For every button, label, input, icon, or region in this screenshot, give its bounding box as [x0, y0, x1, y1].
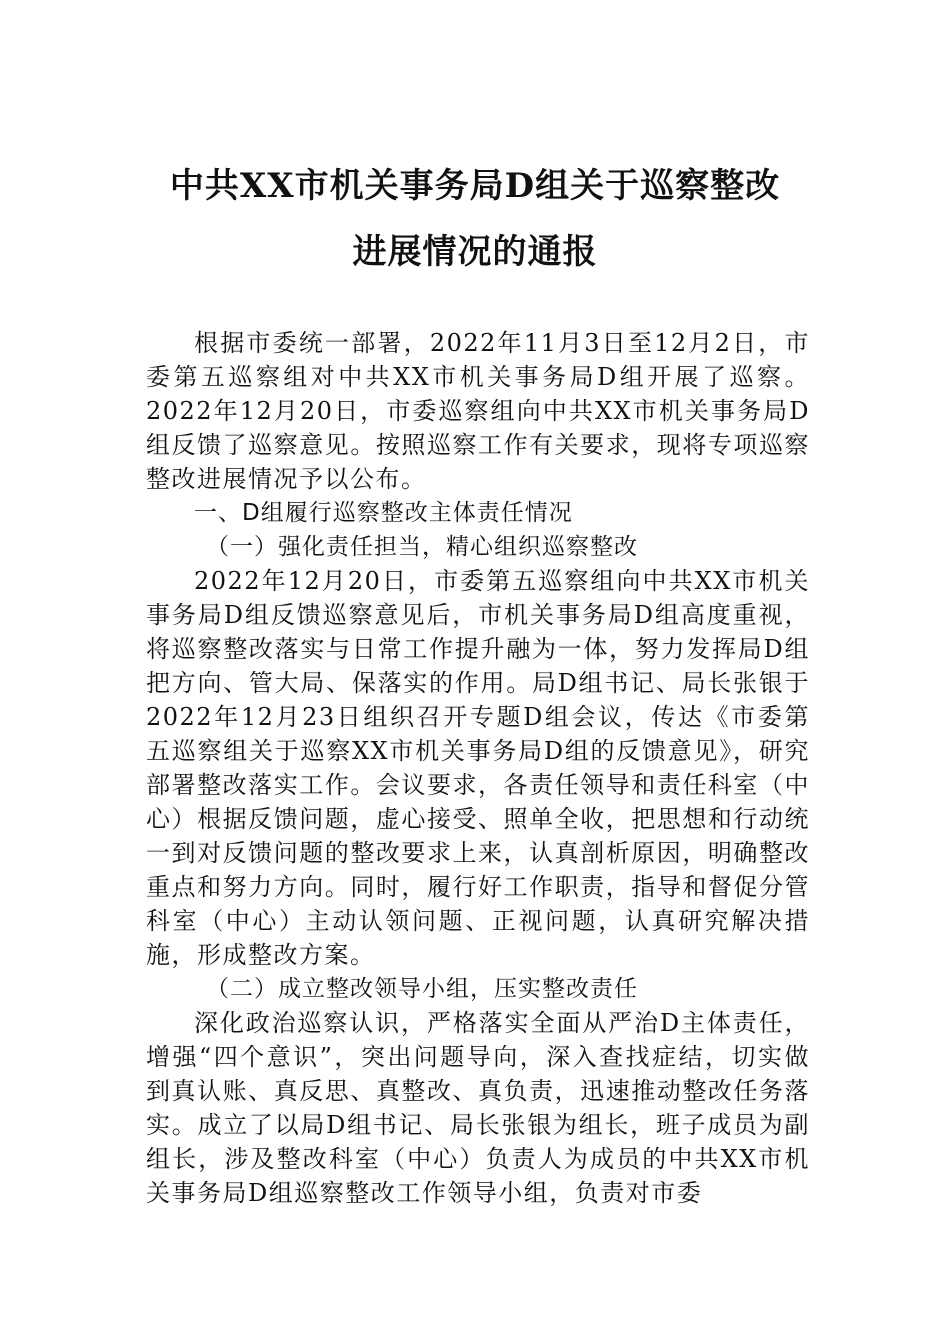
- section-1-heading: 一、D组履行巡察整改主体责任情况: [194, 500, 573, 526]
- intro-paragraph: 根据市委统一部署，2022年11月3日至12月2日，市委第五巡察组对中共XX市机关事务局D组开展了巡察。2022年12月20日，市委巡察组向中共XX市机关事务局D组反馈了巡察意见。按照巡察工作有关要求，现将专项巡察整改进展情况予以公布。: [146, 329, 810, 493]
- subsection-2-paragraph: 深化政治巡察认识，严格落实全面从严治D主体责任，增强“四个意识”，突出问题导向，深入查找症结，切实做到真认账、真反思、真整改、真负责，迅速推动整改任务落实。成立了以局D组书记、局长张银为组长，班子成员为副组长，涉及整改科室（中心）负责人为成员的中共XX市机关事务局D组巡察整改工作领导小组，负责对市委: [146, 1009, 810, 1207]
- subsection-1-heading: （一）强化责任担当，精心组织巡察整改: [206, 534, 638, 560]
- document-title-line-1: 中共XX市机关事务局D组关于巡察整改: [169, 166, 781, 206]
- document-title-line-2: 进展情况的通报: [352, 232, 598, 272]
- subsection-1-paragraph: 2022年12月20日，市委第五巡察组向中共XX市机关事务局D组反馈巡察意见后，市机关事务局D组高度重视，将巡察整改落实与日常工作提升融为一体，努力发挥局D组把方向、管大局、保落实的作用。局D组书记、局长张银于2022年12月23日组织召开专题D组会议，传达《市委第五巡察组关于巡察XX市机关事务局D组的反馈意见》，研究部署整改落实工作。会议要求，各责任领导和责任科室（中心）根据反馈问题，虚心接受、照单全收，把思想和行动统一到对反馈问题的整改要求上来，认真剖析原因，明确整改重点和努力方向。同时，履行好工作职责，指导和督促分管科室（中心）主动认领问题、正视问题，认真研究解决措施，形成整改方案。: [146, 567, 810, 969]
- document-body: [146, 326, 810, 1210]
- subsection-2-heading: （二）成立整改领导小组，压实整改责任: [206, 976, 638, 1002]
